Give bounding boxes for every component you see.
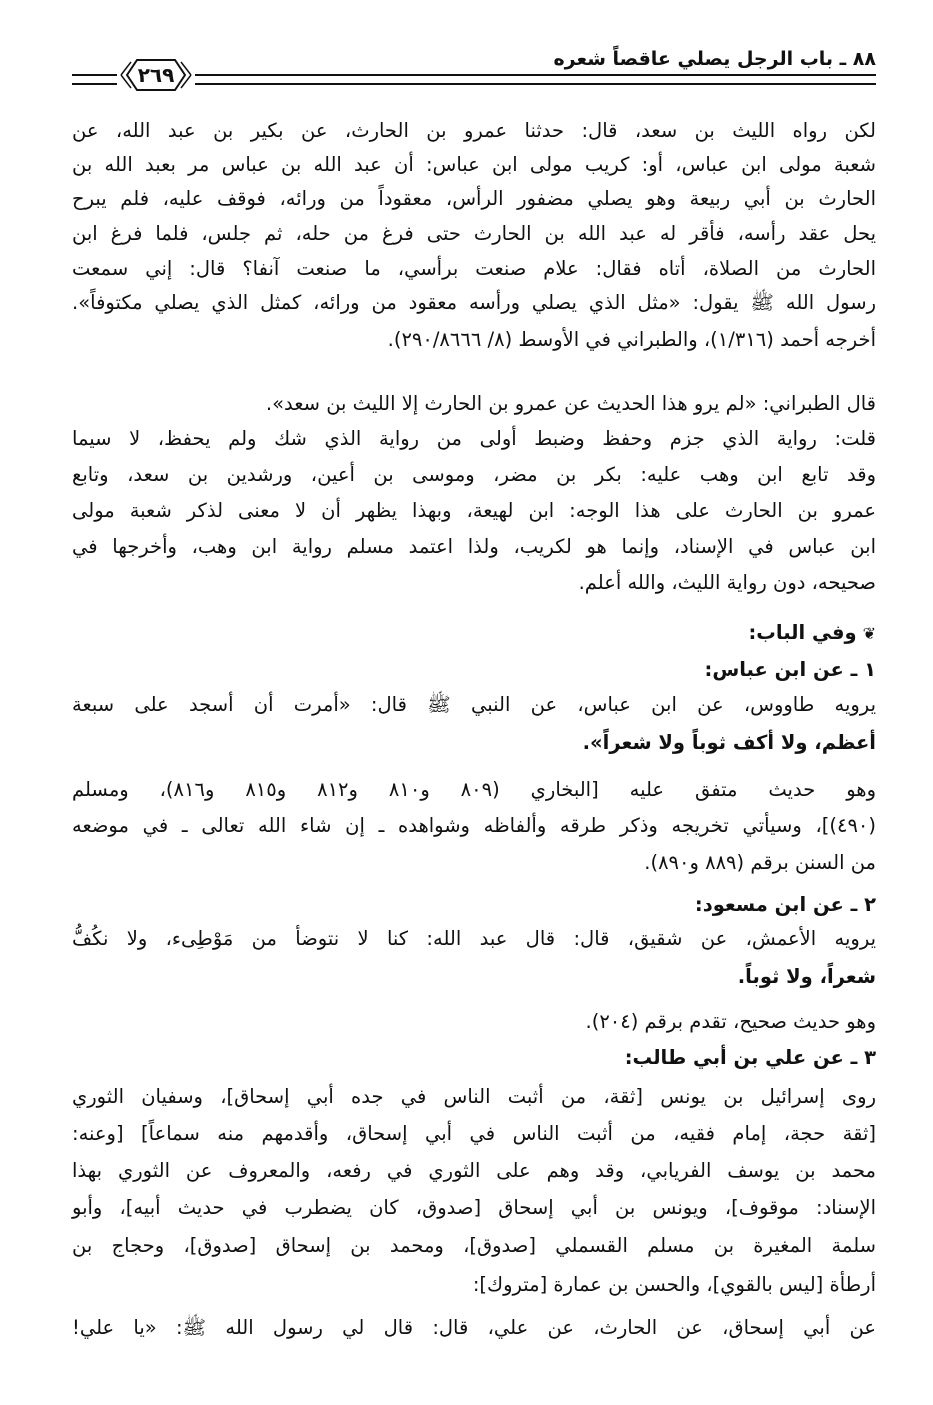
text-line: وهو حديث صحيح، تقدم برقم (٢٠٤). [585,1010,876,1033]
leaf-icon: ❦ [862,624,876,643]
text-line: شعبة مولى ابن عباس، أو: كريب مولى ابن عباس: أن عبد الله بن عباس مر بعبد الله بن [72,153,876,176]
text-line: يرويه الأعمش، عن شقيق، قال: قال عبد الله: كنا لا نتوضأ من مَوْطِىء، ولا نكُفُّ [72,927,876,950]
text-line: من السنن برقم (٨٨٩ و٨٩٠). [644,851,876,874]
text-line: لكن رواه الليث بن سعد، قال: حدثنا عمرو بن الحارث، عن بكير بن عبد الله، عن [72,119,876,142]
text-line: صحيحه، دون رواية الليث، والله أعلم. [578,571,876,594]
text-line: محمد بن يوسف الفريابي، وقد وهم على الثوري في رفعه، والمعروف عن الثوري بهذا [72,1159,876,1182]
text-line: (٤٩٠)]، وسيأتي تخريجه وذكر طرقه وألفاظه وشواهده ـ إن شاء الله تعالى ـ في موضعه [72,814,876,837]
text-line: الحارث بن أبي ربيعة وهو يصلي مضفور الرأس، معقوداً من ورائه، فوقف عليه، فلم يبرح [72,187,876,210]
text-line: ابن عباس في الإسناد، وإنما هو لكريب، ولذا اعتمد مسلم رواية ابن وهب، وأخرجها في [72,535,876,558]
text-line: عمرو بن الحارث على هذا الوجه: ابن لهيعة، وبهذا يظهر أن لا معنى لذكر شعبة مولى [72,499,876,522]
text-line: الحارث من الصلاة، أتاه فقال: علام صنعت برأسي، ما صنعت آنفا؟ قال: إني سمعت [72,257,876,280]
page-number: ٢٦٩ [137,63,175,87]
text-line: [ثقة حجة، إمام فقيه، من أثبت الناس في أبي إسحاق، وأقدمهم منه سماعاً] [وعنه: [72,1122,876,1145]
section-heading-text: وفي الباب: [748,621,857,644]
text-line: وهو حديث متفق عليه [البخاري (٨٠٩ و٨١٠ و٨١٢ و٨١٥ و٨١٦)، ومسلم [72,778,876,801]
hadith-line: رسول الله ﷺ يقول: «مثل الذي يصلي ورأسه معقود من ورائه، كمثل الذي يصلي مكتوفاً». [72,291,876,314]
subheading-ali: ٣ ـ عن علي بن أبي طالب: [624,1046,876,1069]
subheading-ibn-abbas: ١ ـ عن ابن عباس: [704,658,876,681]
text-line: عن أبي إسحاق، عن الحارث، عن علي، قال: قال لي رسول الله ﷺ: «يا علي! [72,1316,876,1339]
text-line: وقد تابع ابن وهب عليه: بكر بن مضر، وموسى بن أعين، ورشدين بن سعد، وتابع [72,463,876,486]
section-heading [749,618,877,649]
hadith-line: أعظم، ولا أكف ثوباً ولا شعراً». [582,731,876,754]
text-line: يرويه طاووس، عن ابن عباس، عن النبي ﷺ قال: «أمرت أن أسجد على سبعة [72,693,876,716]
text-line: الإسناد: موقوف]، ويونس بن أبي إسحاق [صدوق، كان يضطرب في حديث أبيه]، وأبو [72,1196,876,1219]
page-number-frame [117,56,195,94]
running-title: ٨٨ ـ باب الرجل يصلي عاقصاً شعره [553,48,876,70]
text-line: أخرجه أحمد (١/٣١٦)، والطبراني في الأوسط (٨/ ٢٩٠/٨٦٦٦). [387,328,876,351]
text-line: سلمة المغيرة بن مسلم القسملي [صدوق]، ومحمد بن إسحاق [صدوق]، وحجاج بن [72,1234,876,1257]
text-line: روى إسرائيل بن يونس [ثقة، من أثبت الناس في جده أبي إسحاق]، وسفيان الثوري [72,1085,876,1108]
text-line: قال الطبراني: «لم يرو هذا الحديث عن عمرو بن الحارث إلا الليث بن سعد». [265,392,876,415]
text-line: قلت: رواية الذي جزم وحفظ وضبط أولى من رواية الذي شك ولم يحفظ، لا سيما [72,427,876,450]
hadith-line: شعراً، ولا ثوباً. [737,965,876,988]
text-line: يحل عقد رأسه، فأقر له عبد الله بن الحارث حتى فرغ من حله، ثم جلس، فلما فرغ ابن [72,222,876,245]
text-line: أرطأة [ليس بالقوي]، والحسن بن عمارة [متروك]: [472,1273,876,1296]
subheading-ibn-masud: ٢ ـ عن ابن مسعود: [694,893,876,916]
